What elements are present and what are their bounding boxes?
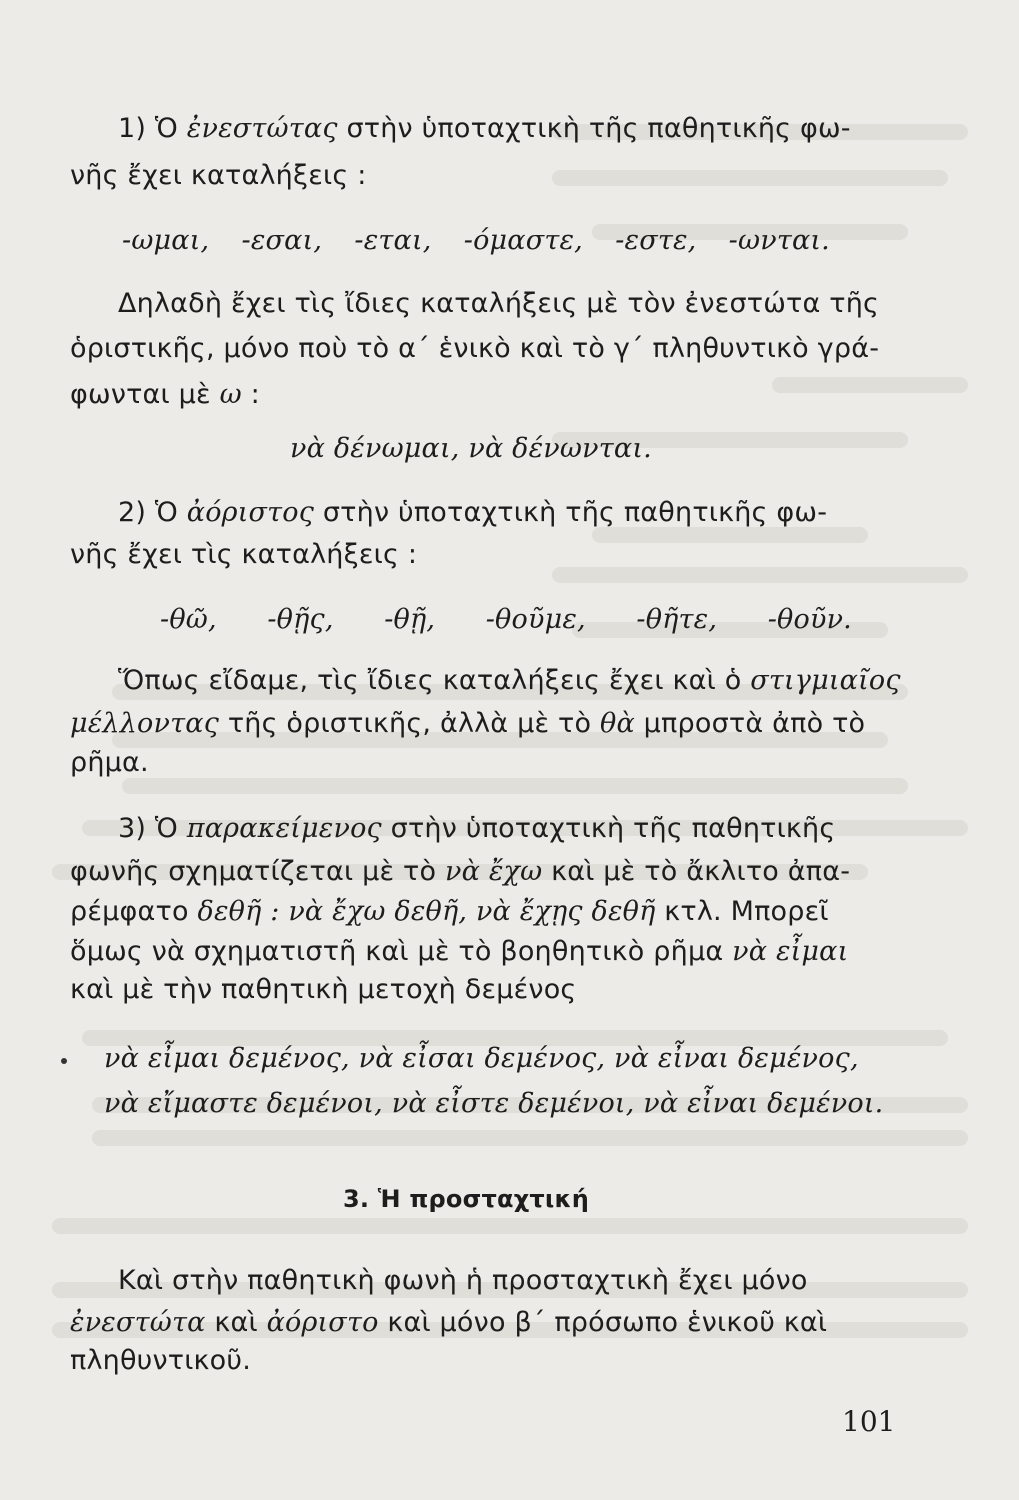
ending: -θῶ, <box>160 604 217 635</box>
text-run: καὶ μὲ τὸ ἄκλιτο ἀπα- <box>542 856 851 887</box>
ending: -θῇ, <box>384 604 436 635</box>
ending-list-aorist <box>160 601 852 639</box>
page-number: 101 <box>842 1405 896 1438</box>
text-run: παρακείμενος <box>186 813 382 844</box>
paragraph-3-line-1 <box>118 494 827 532</box>
ending: -θῇς, <box>267 604 334 635</box>
text-run: Ὅπως εἴδαμε, τὶς ἴδιες καταλήξεις ἔχει καὶ ὁ <box>118 665 751 696</box>
text-run: μέλλοντας <box>70 708 220 739</box>
text-run: μπροστὰ ἀπὸ τὸ <box>634 708 866 739</box>
ending: -εται, <box>354 225 432 256</box>
text-run: φωνται μὲ <box>70 379 220 410</box>
paragraph-5-line-2 <box>70 853 850 891</box>
paragraph-5-line-1 <box>118 810 835 848</box>
text-run: τῆς ὁριστικῆς, ἀλλὰ μὲ τὸ <box>219 708 600 739</box>
text-run: θὰ <box>600 708 635 739</box>
paragraph-6-line-2 <box>70 1304 827 1342</box>
ending: -θοῦν. <box>767 604 852 635</box>
example-perfect-line-1: νὰ εἶμαι δεμένος, νὰ εἶσαι δεμένος, νὰ εἶναι δεμένος, <box>104 1043 859 1074</box>
paragraph-2-line-3 <box>70 376 260 414</box>
text-run: στὴν ὑποταχτικὴ τῆς παθητικῆς <box>381 813 836 844</box>
text-run: ἐνεστώτα <box>70 1307 206 1338</box>
paragraph-3-line-2: νῆς ἔχει τὶς καταλήξεις : <box>70 539 418 570</box>
paragraph-2-line-2: ὁριστικῆς, μόνο ποὺ τὸ α΄ ἑνικὸ καὶ τὸ γ΄ πληθυντικὸ γρά- <box>70 333 880 364</box>
text-run: δεθῆ : νὰ ἔχω δεθῆ, νὰ ἔχῃς δεθῆ <box>197 896 656 927</box>
text-run: φωνῆς σχηματίζεται μὲ τὸ <box>70 856 445 887</box>
text-run: ω <box>219 379 242 410</box>
stray-mark <box>61 1058 67 1064</box>
ending: -εστε, <box>615 225 697 256</box>
example-perfect-line-2: νὰ εἴμαστε δεμένοι, νὰ εἶστε δεμένοι, νὰ εἶναι δεμένοι. <box>104 1088 884 1119</box>
paragraph-4-line-3: ρῆμα. <box>70 747 149 778</box>
ending: -ωνται. <box>728 225 830 256</box>
paragraph-2-line-1: Δηλαδὴ ἔχει τὶς ἴδιες καταλήξεις μὲ τὸν ἐνεστώτα τῆς <box>118 288 880 319</box>
ending: -θοῦμε, <box>485 604 586 635</box>
text-run: στιγμιαῖος <box>750 665 901 696</box>
paragraph-1-line-1 <box>118 110 855 148</box>
text-run: καὶ μόνο β΄ πρόσωπο ἑνικοῦ καὶ <box>378 1307 828 1338</box>
ending-list-present <box>122 222 830 260</box>
text-run: νὰ εἶμαι <box>732 936 849 967</box>
ending: -θῆτε, <box>636 604 718 635</box>
ending: -εσαι, <box>241 225 323 256</box>
paragraph-5-line-3 <box>70 893 829 931</box>
ending: -ωμαι, <box>122 225 210 256</box>
text-run: ὅμως νὰ σχηματιστῆ καὶ μὲ τὸ βοηθητικὸ ρῆμα <box>70 936 733 967</box>
text-run: καὶ <box>205 1307 267 1338</box>
text-run: 3) Ὁ <box>118 813 187 844</box>
paragraph-4-line-2 <box>70 705 865 743</box>
text-run: 2) Ὁ <box>118 497 187 528</box>
text-run: ρέμφατο <box>70 896 198 927</box>
text-run: ἀόριστο <box>266 1307 379 1338</box>
paragraph-5-line-4 <box>70 933 848 971</box>
paragraph-6-line-3: πληθυντικοῦ. <box>70 1345 251 1376</box>
paragraph-6-line-1: Καὶ στὴν παθητικὴ φωνὴ ἡ προσταχτικὴ ἔχει μόνο <box>118 1265 808 1296</box>
text-run: κτλ. Μπορεῖ <box>655 896 829 927</box>
text-run: ἀόριστος <box>186 497 315 528</box>
section-title: 3. Ἡ προσταχτική <box>343 1185 589 1213</box>
text-run: νὰ ἔχω <box>445 856 543 887</box>
example-present: νὰ δένωμαι, νὰ δένωνται. <box>290 433 652 464</box>
text-run: 1) Ὁ ἐνεστώτας στὴν ὑποταχτικὴ τῆς παθητικῆς φω- <box>118 113 851 144</box>
text-run: στὴν ὑποταχτικὴ τῆς παθητικῆς φω- <box>314 497 828 528</box>
paragraph-5-line-5: καὶ μὲ τὴν παθητικὴ μετοχὴ δεμένος <box>70 974 577 1005</box>
ending: -όμαστε, <box>463 225 583 256</box>
paragraph-4-line-1 <box>118 662 901 700</box>
paragraph-1-line-2: νῆς ἔχει καταλήξεις : <box>70 160 367 191</box>
text-run: : <box>241 379 260 410</box>
